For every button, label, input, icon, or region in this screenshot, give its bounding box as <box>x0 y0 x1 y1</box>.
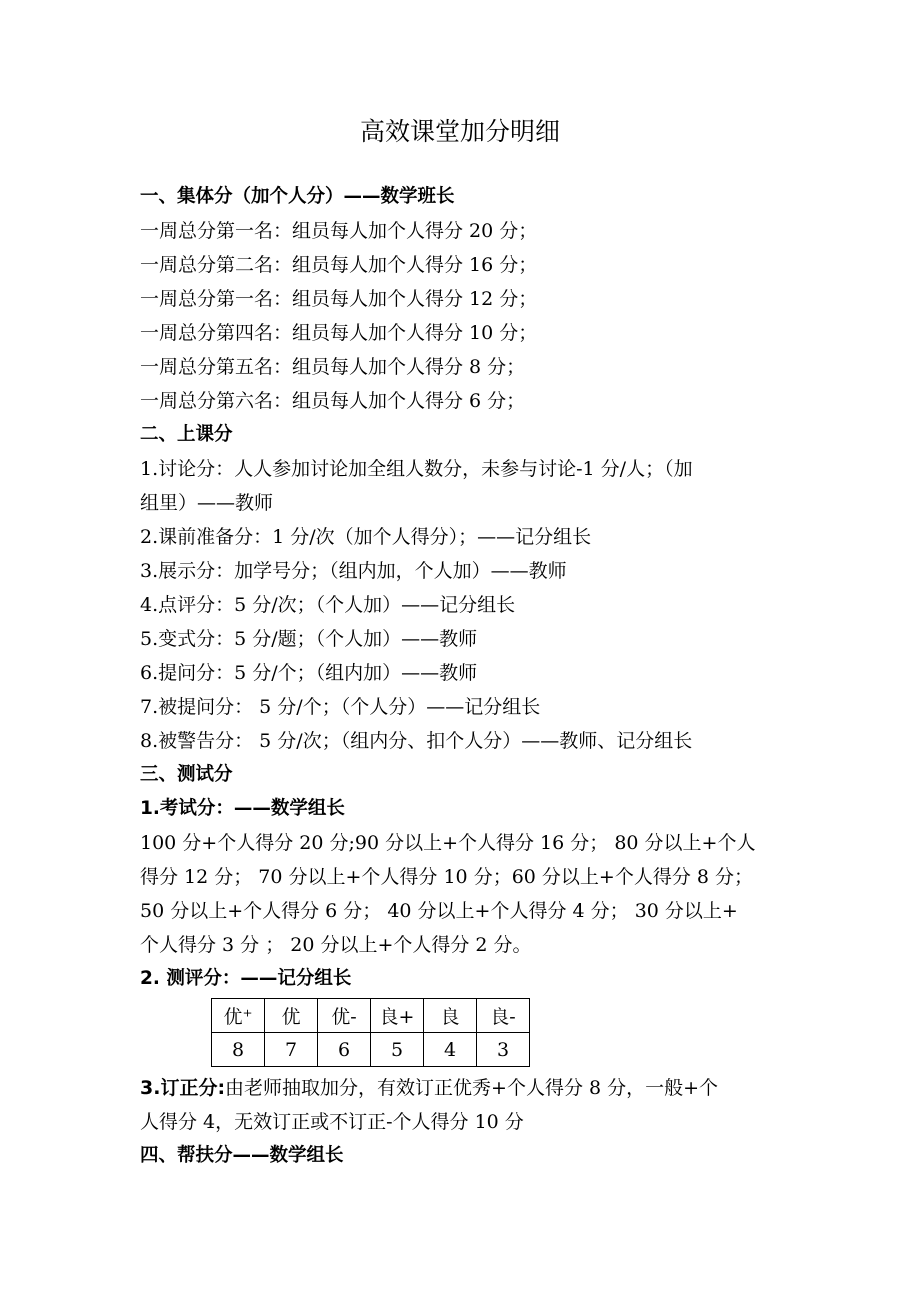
section2-item: 2.课前准备分：1 分/次（加个人得分）；——记分组长 <box>140 526 592 548</box>
section2-item: 4.点评分：5 分/次；（个人加）——记分组长 <box>140 594 516 616</box>
section4-heading: 四、帮扶分——数学组长 <box>140 1145 344 1166</box>
grade-cell: 优 <box>265 999 318 1033</box>
exam-score-heading: 1.考试分：——数学组长 <box>140 798 345 819</box>
section1-line: 一周总分第一名：组员每人加个人得分 20 分； <box>140 220 538 242</box>
section1-line: 一周总分第五名：组员每人加个人得分 8 分； <box>140 356 526 378</box>
section2-item-1-line2: 组里）——教师 <box>140 492 274 514</box>
points-cell: 3 <box>477 1033 530 1067</box>
section1-line: 一周总分第六名：组员每人加个人得分 6 分； <box>140 390 526 412</box>
section2-item: 7.被提问分： 5 分/个；（个人分）——记分组长 <box>140 696 541 718</box>
points-cell: 6 <box>318 1033 371 1067</box>
document-body <box>140 180 785 1173</box>
points-cell: 4 <box>424 1033 477 1067</box>
correction-score-text: 由老师抽取加分，有效订正优秀+个人得分 8 分，一般+个 <box>225 1077 719 1099</box>
grade-cell: 优⁺ <box>212 999 265 1033</box>
exam-score-line: 得分 12 分； 70 分以上+个人得分 10 分；60 分以上+个人得分 8 分； <box>140 866 753 888</box>
page-title: 高效课堂加分明细 <box>359 117 560 146</box>
exam-score-line: 100 分+个人得分 20 分;90 分以上+个人得分 16 分； 80 分以上+个人 <box>140 832 756 854</box>
points-row <box>212 1033 530 1067</box>
correction-score-line1 <box>140 1071 785 1105</box>
section1-line: 一周总分第二名：组员每人加个人得分 16 分； <box>140 254 538 276</box>
grade-cell: 优- <box>318 999 371 1033</box>
grade-row <box>212 999 530 1033</box>
correction-score-line2: 人得分 4，无效订正或不订正-个人得分 10 分 <box>140 1111 524 1133</box>
section1-line: 一周总分第四名：组员每人加个人得分 10 分； <box>140 322 538 344</box>
section2-heading: 二、上课分 <box>140 424 233 445</box>
grade-cell: 良 <box>424 999 477 1033</box>
section2-item: 5.变式分：5 分/题；（个人加）——教师 <box>140 628 478 650</box>
section2-item: 3.展示分：加学号分；（组内加，个人加）——教师 <box>140 560 567 582</box>
grade-cell: 良+ <box>371 999 424 1033</box>
evaluation-score-heading: 2. 测评分：——记分组长 <box>140 968 352 989</box>
exam-score-line: 50 分以上+个人得分 6 分； 40 分以上+个人得分 4 分； 30 分以上+ <box>140 900 738 922</box>
grade-cell: 良- <box>477 999 530 1033</box>
section1-line: 一周总分第一名：组员每人加个人得分 12 分； <box>140 288 538 310</box>
points-cell: 5 <box>371 1033 424 1067</box>
points-cell: 7 <box>265 1033 318 1067</box>
section2-item: 8.被警告分： 5 分/次；（组内分、扣个人分）——教师、记分组长 <box>140 730 693 752</box>
grade-table <box>211 998 530 1067</box>
section2-item-1-line1: 1.讨论分：人人参加讨论加全组人数分，未参与讨论-1 分/人；（加 <box>140 458 693 480</box>
correction-score-label: 3.订正分: <box>140 1077 226 1099</box>
section1-heading: 一、集体分（加个人分）——数学班长 <box>140 186 455 207</box>
section2-item: 6.提问分：5 分/个；（组内加）——教师 <box>140 662 478 684</box>
points-cell: 8 <box>212 1033 265 1067</box>
exam-score-line: 个人得分 3 分 ； 20 分以上+个人得分 2 分。 <box>140 934 532 956</box>
section3-heading: 三、测试分 <box>140 764 233 785</box>
